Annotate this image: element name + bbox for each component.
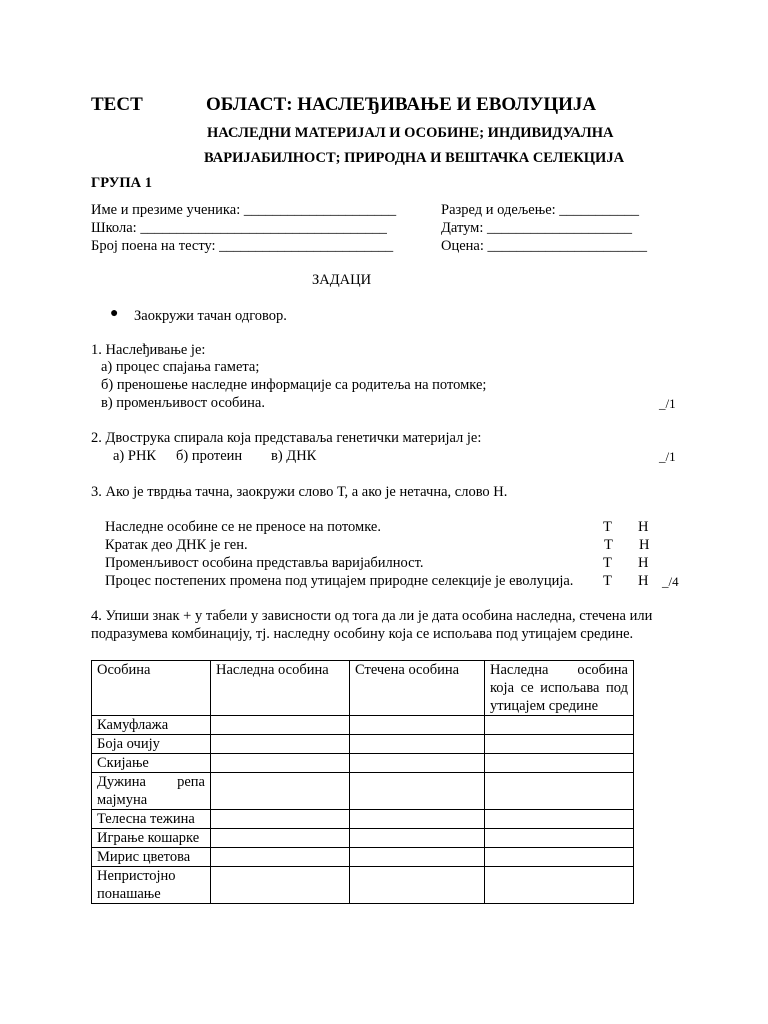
combined-cell[interactable] bbox=[485, 848, 634, 867]
table-row bbox=[92, 848, 634, 867]
acquired-cell[interactable] bbox=[350, 829, 485, 848]
q3-true-option: Т bbox=[604, 537, 613, 553]
subtitle-line-1: НАСЛЕДНИ МАТЕРИЈАЛ И ОСОБИНЕ; ИНДИВИДУАЛНА bbox=[207, 125, 614, 141]
date-field: Датум: ____________________ bbox=[441, 220, 632, 236]
group-label: ГРУПА 1 bbox=[91, 175, 152, 191]
inherited-cell[interactable] bbox=[211, 810, 350, 829]
test-label: ТЕСТ bbox=[91, 94, 143, 115]
q2-stem: 2. Двострука спирала која представаља генетички материјал је: bbox=[91, 430, 482, 446]
trait-name: Камуфлажа bbox=[92, 716, 211, 735]
combined-cell[interactable] bbox=[485, 829, 634, 848]
q2-option-b: б) протеин bbox=[176, 448, 243, 464]
q2-score: _/1 bbox=[659, 449, 676, 464]
q4-stem-line-2: подразумева комбинацију, тј. наследну особину која се испољава под утицајем средине. bbox=[91, 626, 634, 642]
header-acquired: Стечена особина bbox=[350, 661, 485, 716]
q3-true-option: Т bbox=[603, 555, 612, 571]
q4-stem-line-1: 4. Упиши знак + у табели у зависности од тога да ли је дата особина наследна, стечена или bbox=[91, 608, 653, 624]
q1-option-b: б) преношење наследне информације са родитеља на потомке; bbox=[101, 377, 487, 393]
q1-score: _/1 bbox=[659, 396, 676, 411]
trait-name: Играње кошарке bbox=[92, 829, 211, 848]
q2-option-c: в) ДНК bbox=[271, 448, 317, 464]
q3-false-option: Н bbox=[639, 537, 650, 553]
table-row bbox=[92, 867, 634, 904]
q3-statement: Кратак део ДНК је ген. bbox=[105, 537, 248, 553]
inherited-cell[interactable] bbox=[211, 848, 350, 867]
q3-true-option: Т bbox=[603, 573, 612, 589]
inherited-cell[interactable] bbox=[211, 735, 350, 754]
table-row bbox=[92, 829, 634, 848]
acquired-cell[interactable] bbox=[350, 735, 485, 754]
q3-statement: Променљивост особина представља варијабилност. bbox=[105, 555, 424, 571]
trait-name: Мирис цветова bbox=[92, 848, 211, 867]
acquired-cell[interactable] bbox=[350, 754, 485, 773]
table-header-row bbox=[92, 661, 634, 716]
table-row bbox=[92, 754, 634, 773]
combined-cell[interactable] bbox=[485, 867, 634, 904]
q3-false-option: Н bbox=[638, 573, 649, 589]
q2-option-a: а) РНК bbox=[113, 448, 157, 464]
combined-cell[interactable] bbox=[485, 716, 634, 735]
grade-field: Оцена: ______________________ bbox=[441, 238, 648, 254]
acquired-cell[interactable] bbox=[350, 848, 485, 867]
combined-cell[interactable] bbox=[485, 754, 634, 773]
name-field: Име и презиме ученика: _____________________ bbox=[91, 202, 397, 218]
traits-table bbox=[91, 660, 634, 904]
trait-name: Боја очију bbox=[92, 735, 211, 754]
q3-statement: Процес постепених промена под утицајем природне селекције је еволуција. bbox=[105, 573, 574, 589]
q1-option-a: а) процес спајања гамета; bbox=[101, 359, 260, 375]
inherited-cell[interactable] bbox=[211, 867, 350, 904]
section-title: ЗАДАЦИ bbox=[312, 272, 372, 288]
q3-score: _/4 bbox=[662, 574, 679, 589]
points-field: Број поена на тесту: ________________________ bbox=[91, 238, 394, 254]
instruction: Заокружи тачан одговор. bbox=[134, 308, 287, 324]
subtitle-line-2: ВАРИЈАБИЛНОСТ; ПРИРОДНА И ВЕШТАЧКА СЕЛЕКЦИЈА bbox=[204, 150, 625, 166]
trait-name: Непристојно понашање bbox=[92, 867, 211, 904]
combined-cell[interactable] bbox=[485, 773, 634, 810]
inherited-cell[interactable] bbox=[211, 716, 350, 735]
acquired-cell[interactable] bbox=[350, 867, 485, 904]
table-row bbox=[92, 716, 634, 735]
inherited-cell[interactable] bbox=[211, 754, 350, 773]
header-trait: Особина bbox=[92, 661, 211, 716]
trait-name: Телесна тежина bbox=[92, 810, 211, 829]
header-inherited: Наследна особина bbox=[211, 661, 350, 716]
class-field: Разред и одељење: ___________ bbox=[441, 202, 640, 218]
q3-true-option: Т bbox=[603, 519, 612, 535]
q1-stem: 1. Наслеђивање је: bbox=[91, 342, 206, 358]
combined-cell[interactable] bbox=[485, 735, 634, 754]
header-combined: Наследна особина која се испољава под утицајем средине bbox=[485, 661, 634, 716]
q1-option-c: в) променљивост особина. bbox=[101, 395, 265, 411]
inherited-cell[interactable] bbox=[211, 829, 350, 848]
acquired-cell[interactable] bbox=[350, 773, 485, 810]
q3-false-option: Н bbox=[638, 555, 649, 571]
acquired-cell[interactable] bbox=[350, 716, 485, 735]
combined-cell[interactable] bbox=[485, 810, 634, 829]
table-row bbox=[92, 735, 634, 754]
acquired-cell[interactable] bbox=[350, 810, 485, 829]
table-row bbox=[92, 773, 634, 810]
q3-statement: Наследне особине се не преносе на потомке. bbox=[105, 519, 381, 535]
school-field: Школа: __________________________________ bbox=[91, 220, 387, 236]
trait-name: Скијање bbox=[92, 754, 211, 773]
inherited-cell[interactable] bbox=[211, 773, 350, 810]
trait-name: Дужина репа мајмуна bbox=[92, 773, 211, 810]
q3-false-option: Н bbox=[638, 519, 649, 535]
area-title: ОБЛАСТ: НАСЛЕЂИВАЊЕ И ЕВОЛУЦИЈА bbox=[206, 94, 597, 115]
table-row bbox=[92, 810, 634, 829]
bullet-icon: ● bbox=[110, 306, 119, 321]
q3-stem: 3. Ако је тврдња тачна, заокружи слово Т, а ако је нетачна, слово Н. bbox=[91, 484, 508, 500]
